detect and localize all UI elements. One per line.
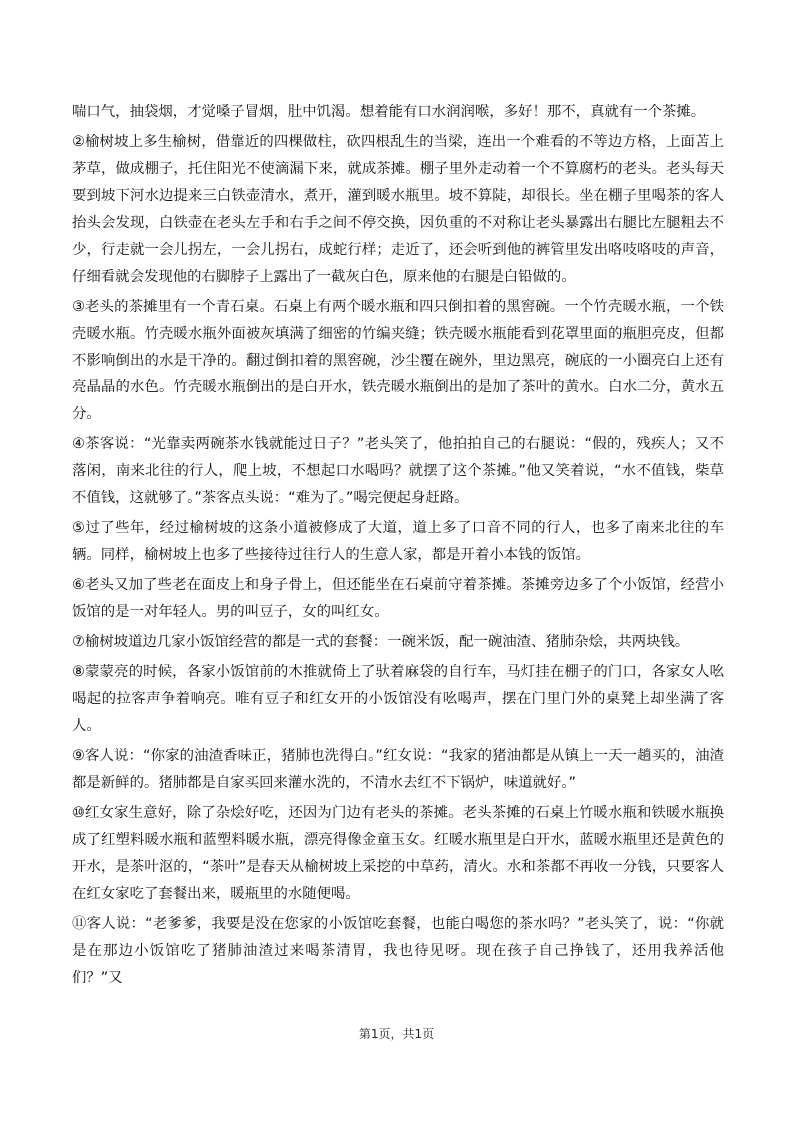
paragraph-8: ⑧蒙蒙亮的时候，各家小饭馆前的木推就倚上了驮着麻袋的自行车，马灯挂在棚子的门口，各家女人吆喝起的拉客声争着响亮。唯有豆子和红女开的小饭馆没有吆喝声，摆在门里门外的桌凳上却坐满了客人。 <box>72 664 724 735</box>
paragraph-3: ③老头的茶摊里有一个青石桌。石桌上有两个暖水瓶和四只倒扣着的黑窖碗。一个竹壳暖水瓶，一个铁壳暖水瓶。竹壳暖水瓶外面被灰填满了细密的竹编夹缝；铁壳暖水瓶能看到花罩里面的瓶胆亮皮，但都不影响倒出的水是干净的。翻过倒扣着的黑窖碗，沙尘覆在碗外，里边黑亮，碗底的一小圈亮白上还有亮晶晶的水色。竹壳暖水瓶倒出的是白开水，铁壳暖水瓶倒出的是加了茶叶的黄水。白水二分，黄水五分。 <box>72 298 724 423</box>
article-body <box>72 99 724 992</box>
page-footer: 第1页，共1页 <box>358 1027 435 1041</box>
paragraph-5: ⑤过了些年，经过榆树坡的这条小道被修成了大道，道上多了口音不同的行人，也多了南来北往的车辆。同样，榆树坡上也多了些接待过往行人的生意人家，都是开着小本钱的饭馆。 <box>72 520 724 564</box>
paragraph-10: ⑩红女家生意好，除了杂烩好吃，还因为门边有老头的茶摊。老头茶摊的石桌上竹暖水瓶和铁暖水瓶换成了红塑料暖水瓶和蓝塑料暖水瓶，漂亮得像金童玉女。红暖水瓶里是白开水，蓝暖水瓶里还是黄色的开水，是茶叶沤的，“茶叶”是春天从榆树坡上采挖的中草药，清火。水和茶都不再收一分钱，只要客人在红女家吃了套餐出来，暖瓶里的水随便喝。 <box>72 805 724 903</box>
paragraph-6: ⑥老头又加了些老在面皮上和身子骨上，但还能坐在石桌前守着茶摊。茶摊旁边多了个小饭馆，经营小饭馆的是一对年轻人。男的叫豆子，女的叫红女。 <box>72 577 724 621</box>
paragraph-7: ⑦榆树坡道边几家小饭馆经营的都是一式的套餐：一碗米饭，配一碗油渣、猪肺杂烩，共两块钱。 <box>72 634 690 651</box>
paragraph-9: ⑨客人说：“你家的油渣香味正，猪肺也洗得白。”红女说：“我家的猪油都是从镇上一天一趟买的，油渣都是新鲜的。猪肺都是自家买回来灌水洗的，不清水去红不下锅炉，味道就好。” <box>72 748 724 792</box>
paragraph-2: ②榆树坡上多生榆树，借靠近的四棵做柱，砍四根乱生的当梁，连出一个难看的不等边方格，上面苫上茅草，做成棚子，托住阳光不使滴漏下来，就成茶摊。棚子里外走动着一个不算腐朽的老头。老头每天要到坡下河水边提来三白铁壶清水，煮开，灌到暖水瓶里。坡不算陡，却很长。坐在棚子里喝茶的客人抬头会发现，白铁壶在老头左手和右手之间不停交换，因负重的不对称让老头暴露出右腿比左腿粗去不少，行走就一会儿拐左，一会儿拐右，成蛇行样；走近了，还会听到他的裤管里发出咯吱咯吱的声音，仔细看就会发现他的右脚脖子上露出了一截灰白色，原来他的右腿是白铅做的。 <box>72 134 724 285</box>
paragraph-continuation: 喘口气，抽袋烟，才觉嗓子冒烟，肚中饥渴。想着能有口水润润喉，多好！那不，真就有一个茶摊。 <box>72 104 706 120</box>
paragraph-4: ④茶客说：“光靠卖两碗茶水钱就能过日子？”老头笑了，他拍拍自己的右腿说：“假的，残疾人；又不落闲，南来北往的行人，爬上坡，不想起口水喝吗？就摆了这个茶摊。”他又笑着说，“水不值钱，柴草不值钱，这就够了。”茶客点头说：“难为了。”喝完便起身赶路。 <box>72 436 724 507</box>
paragraph-11: ⑪客人说：“老爹爹，我要是没在您家的小饭馆吃套餐，也能白喝您的茶水吗？”老头笑了，说：“你就是在那边小饭馆吃了猪肺油渣过来喝茶清胃，我也待见呀。现在孩子自己挣钱了，还用我养活他们？”又 <box>72 916 724 986</box>
